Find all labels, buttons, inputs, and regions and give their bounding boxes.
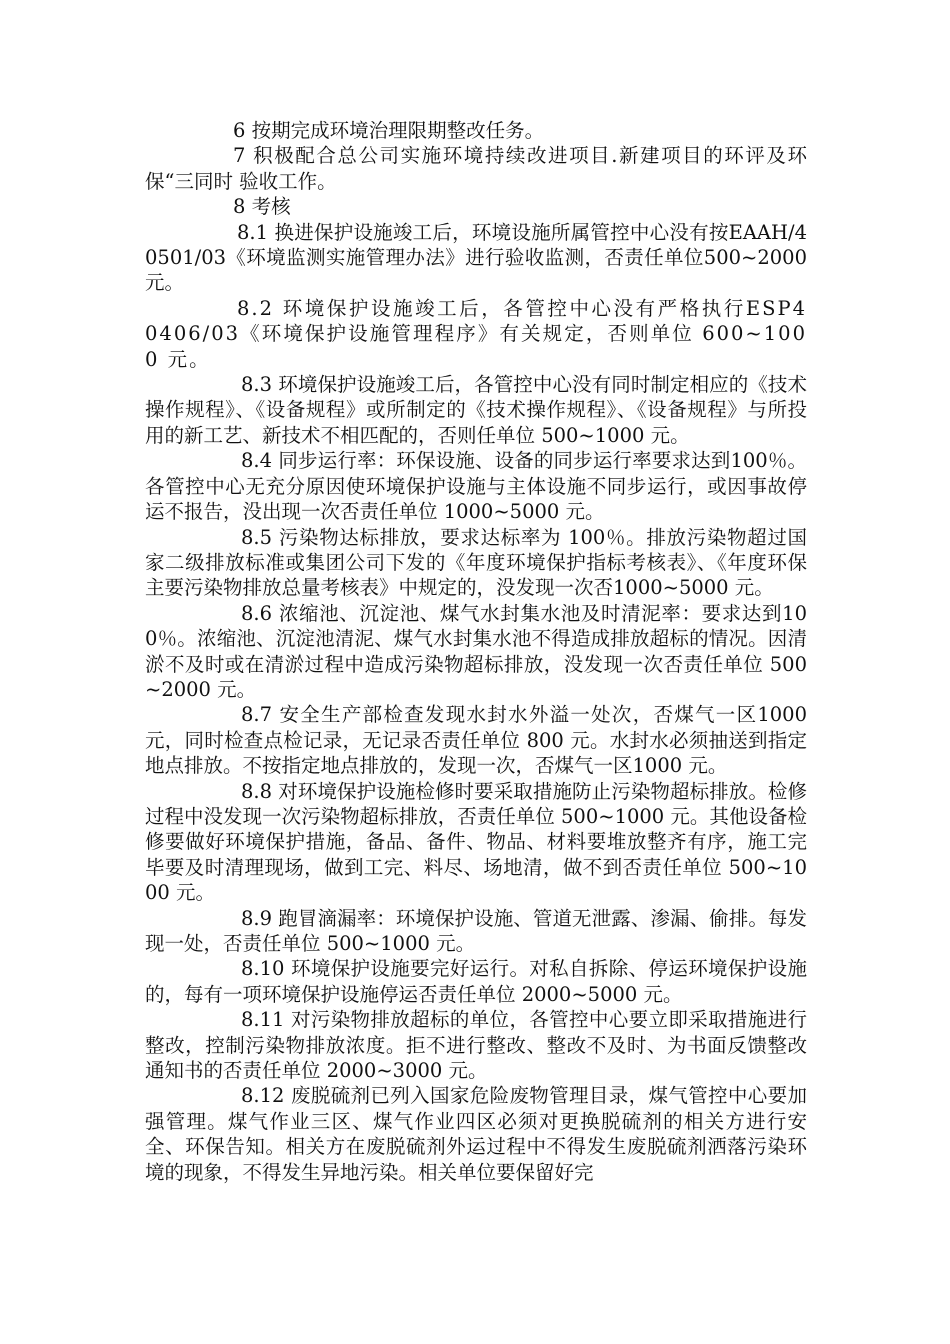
paragraph-8-9: 8.9 跑冒滴漏率：环境保护设施、管道无泄露、渗漏、偷排。每发现一处，否责任单位 500~1000 元。 [145, 906, 807, 955]
paragraph-8-8: 8.8 对环境保护设施检修时要采取措施防止污染物超标排放。检修过程中没发现一次污染物超标排放，否责任单位 500~1000 元。其他设备检修要做好环境保护措施，备品、备件、物品、材料要堆放整齐有序，施工完毕要及时清理现场，做到工完、料尽、场地清，做不到否责任单位 500~1000 元。 [145, 779, 807, 905]
paragraph-8-12: 8.12 废脱硫剂已列入国家危险废物管理目录，煤气管控中心要加强管理。煤气作业三区、煤气作业四区必须对更换脱硫剂的相关方进行安全、环保告知。相关方在废脱硫剂外运过程中不得发生废脱硫剂洒落污染环境的现象，不得发生异地污染。相关单位要保留好完 [145, 1084, 807, 1184]
section-heading-assessment: 8 考核 [233, 195, 291, 219]
paragraph-8-5: 8.5 污染物达标排放，要求达标率为 100％。排放污染物超过国家二级排放标准或集团公司下发的《年度环境保护指标考核表》、《年度环保主要污染物排放总量考核表》中规定的，没发现一次否1000~5000 元。 [145, 525, 807, 600]
paragraph-8-3: 8.3 环境保护设施竣工后，各管控中心没有同时制定相应的《技术操作规程》、《设备规程》或所制定的《技术操作规程》、《设备规程》与所投用的新工艺、新技术不相匹配的，否则任单位 500~1000 元。 [145, 373, 807, 447]
paragraph-item-7: 7 积极配合总公司实施环境持续改进项目.新建项目的环评及环保“三同时 验收工作。 [145, 144, 807, 193]
paragraph-8-7: 8.7 安全生产部检查发现水封水外溢一处次，否煤气一区1000 元，同时检查点检记录，无记录否责任单位 800 元。水封水必须抽送到指定地点排放。不按指定地点排放的，发现一次，否煤气一区1000 元。 [145, 703, 807, 778]
paragraph-8-6: 8.6 浓缩池、沉淀池、煤气水封集水池及时清泥率：要求达到100％。浓缩池、沉淀池清泥、煤气水封集水池不得造成排放超标的情况。因清淤不及时或在清淤过程中造成污染物超标排放，没发现一次否责任单位 500~2000 元。 [145, 601, 807, 701]
paragraph-8-4: 8.4 同步运行率：环保设施、设备的同步运行率要求达到100％。各管控中心无充分原因使环境保护设施与主体设施不同步运行，或因事故停运不报告，没出现一次否责任单位 1000~5000 元。 [145, 449, 807, 524]
document-body [145, 118, 807, 1185]
paragraph-8-2: 8.2 环境保护设施竣工后，各管控中心没有严格执行ESP40406/03《环境保护设施管理程序》有关规定，否则单位 600~1000 元。 [145, 296, 807, 371]
paragraph-8-1: 8.1 换进保护设施竣工后，环境设施所属管控中心没有按EAAH/40501/03《环境监测实施管理办法》进行验收监测，否责任单位500~2000 元。 [145, 220, 807, 295]
paragraph-item-6: 6 按期完成环境治理限期整改任务。 [233, 119, 545, 142]
paragraph-8-11: 8.11 对污染物排放超标的单位，各管控中心要立即采取措施进行整改，控制污染物排放浓度。拒不进行整改、整改不及时、为书面反馈整改通知书的否责任单位 2000~3000 元。 [145, 1008, 807, 1083]
paragraph-8-10: 8.10 环境保护设施要完好运行。对私自拆除、停运环境保护设施的，每有一项环境保护设施停运否责任单位 2000~5000 元。 [145, 957, 807, 1006]
